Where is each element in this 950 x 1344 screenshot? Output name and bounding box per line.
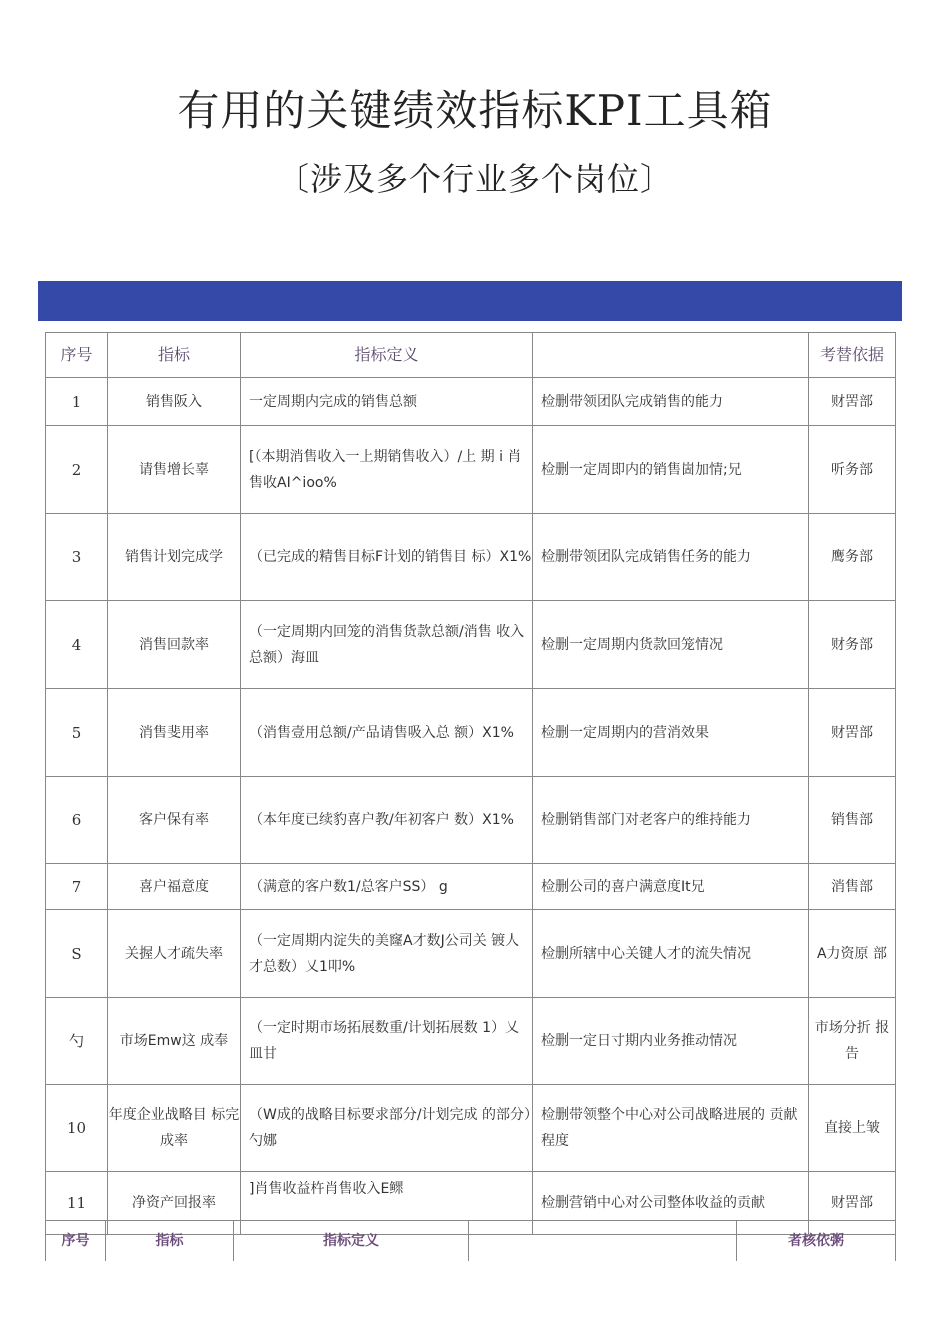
row-basis: 直接上皱 bbox=[809, 1085, 896, 1172]
row-basis: 财务部 bbox=[809, 601, 896, 689]
table-row bbox=[46, 864, 896, 910]
header-definition: 指标定义 bbox=[234, 1221, 469, 1262]
row-indicator: 消售回款率 bbox=[108, 601, 241, 689]
table-row bbox=[46, 910, 896, 998]
row-indicator: 喜户福意度 bbox=[108, 864, 241, 910]
section-band bbox=[38, 281, 902, 321]
row-basis: 销售部 bbox=[809, 777, 896, 864]
row-basis: 消售部 bbox=[809, 864, 896, 910]
header-no: 序号 bbox=[46, 333, 108, 378]
table-row bbox=[46, 426, 896, 514]
row-definition: [（本期消售收入一上期销售收入）/上 期 i 肖售收AI^ioo% bbox=[241, 426, 533, 514]
row-basis: 财罟部 bbox=[809, 1172, 896, 1235]
table-row bbox=[46, 514, 896, 601]
row-purpose: 检删带领整个中心对公司战略进展的 贡献程度 bbox=[533, 1085, 809, 1172]
row-number: 3 bbox=[46, 514, 108, 601]
row-purpose: 检删带领团队完成销售的能力 bbox=[533, 378, 809, 426]
row-indicator: 销售阪入 bbox=[108, 378, 241, 426]
row-indicator: 关握人才疏失率 bbox=[108, 910, 241, 998]
row-number: 1 bbox=[46, 378, 108, 426]
header-definition: 指标定义 bbox=[241, 333, 533, 378]
table-row bbox=[46, 601, 896, 689]
table-row bbox=[46, 1085, 896, 1172]
header-indicator: 指标 bbox=[108, 333, 241, 378]
row-purpose: 检删带领团队完成销售任务的能力 bbox=[533, 514, 809, 601]
row-purpose: 检删一定周即内的销售崮加情;兄 bbox=[533, 426, 809, 514]
row-indicator: 销售计划完成学 bbox=[108, 514, 241, 601]
row-definition: （消售壹用总额/产品请售吸入总 额）X1% bbox=[241, 689, 533, 777]
header-purpose bbox=[469, 1221, 737, 1262]
row-indicator: 消售斐用率 bbox=[108, 689, 241, 777]
row-definition: 一定周期内完成的销售总额 bbox=[241, 378, 533, 426]
row-purpose: 检删销售部门对老客户的维持能力 bbox=[533, 777, 809, 864]
page-title: 有用的关键绩效指标KPI工具箱 bbox=[177, 86, 773, 135]
row-definition: （一定周期内回笼的消售货款总额/消售 收入总额）海皿 bbox=[241, 601, 533, 689]
row-indicator: 年度企业战略目 标完成率 bbox=[108, 1085, 241, 1172]
row-number: 5 bbox=[46, 689, 108, 777]
row-definition: （一定周期内淀失的美窿A才数J公司关 镀人才总数）乂1叩% bbox=[241, 910, 533, 998]
row-indicator: 请售增长辜 bbox=[108, 426, 241, 514]
row-definition: （本年度已续豹喜户教/年初客户 数）X1% bbox=[241, 777, 533, 864]
row-purpose: 检删一定周期内货款回笼情况 bbox=[533, 601, 809, 689]
header-basis: 者核依粥 bbox=[737, 1221, 896, 1262]
row-definition: （满意的客户数1/总客户SS） g bbox=[241, 864, 533, 910]
row-number: 11 bbox=[46, 1172, 108, 1235]
table-row bbox=[46, 378, 896, 426]
header-no: 序号 bbox=[46, 1221, 106, 1262]
row-number: 勺 bbox=[46, 998, 108, 1085]
row-indicator: 客户保有率 bbox=[108, 777, 241, 864]
row-definition: （一定时期市场拓展数重/计划拓展数 1）乂皿甘 bbox=[241, 998, 533, 1085]
row-basis: 鹰务部 bbox=[809, 514, 896, 601]
row-basis: 财罟部 bbox=[809, 378, 896, 426]
row-number: S bbox=[46, 910, 108, 998]
row-basis: A力资原 部 bbox=[809, 910, 896, 998]
table-row bbox=[46, 777, 896, 864]
row-purpose: 检删所辖中心关键人才的流失情况 bbox=[533, 910, 809, 998]
row-definition: ]肖售收益杵肖售收入E鳏 bbox=[241, 1172, 533, 1235]
row-basis: 财罟部 bbox=[809, 689, 896, 777]
continuation-table bbox=[45, 1220, 896, 1261]
header-indicator: 指标 bbox=[106, 1221, 234, 1262]
row-purpose: 检删公司的喜户满意度It兄 bbox=[533, 864, 809, 910]
row-number: 6 bbox=[46, 777, 108, 864]
row-purpose: 检删营销中心对公司整体收益的贡献 bbox=[533, 1172, 809, 1235]
row-number: 4 bbox=[46, 601, 108, 689]
table-row bbox=[46, 689, 896, 777]
row-definition: （W成的战略目标要求部分/计划完成 的部分）勺娜 bbox=[241, 1085, 533, 1172]
row-indicator: 市场Emw这 成奉 bbox=[108, 998, 241, 1085]
table-row bbox=[46, 998, 896, 1085]
row-indicator: 净资产回报率 bbox=[108, 1172, 241, 1235]
row-purpose: 检删一定日寸期内业务推动情况 bbox=[533, 998, 809, 1085]
continuation-header-row bbox=[46, 1221, 896, 1262]
row-definition: （已完成的精售目标F计划的销售目 标）X1% bbox=[241, 514, 533, 601]
header-basis: 考替依据 bbox=[809, 333, 896, 378]
row-basis: 听务部 bbox=[809, 426, 896, 514]
row-basis: 市场分折 报 告 bbox=[809, 998, 896, 1085]
header-purpose bbox=[533, 333, 809, 378]
row-number: 2 bbox=[46, 426, 108, 514]
row-number: 7 bbox=[46, 864, 108, 910]
kpi-table bbox=[45, 332, 896, 1235]
table-header-row bbox=[46, 333, 896, 378]
page-subtitle: 〔涉及多个行业多个岗位〕 bbox=[276, 160, 673, 198]
row-number: 10 bbox=[46, 1085, 108, 1172]
row-purpose: 检删一定周期内的营消效果 bbox=[533, 689, 809, 777]
